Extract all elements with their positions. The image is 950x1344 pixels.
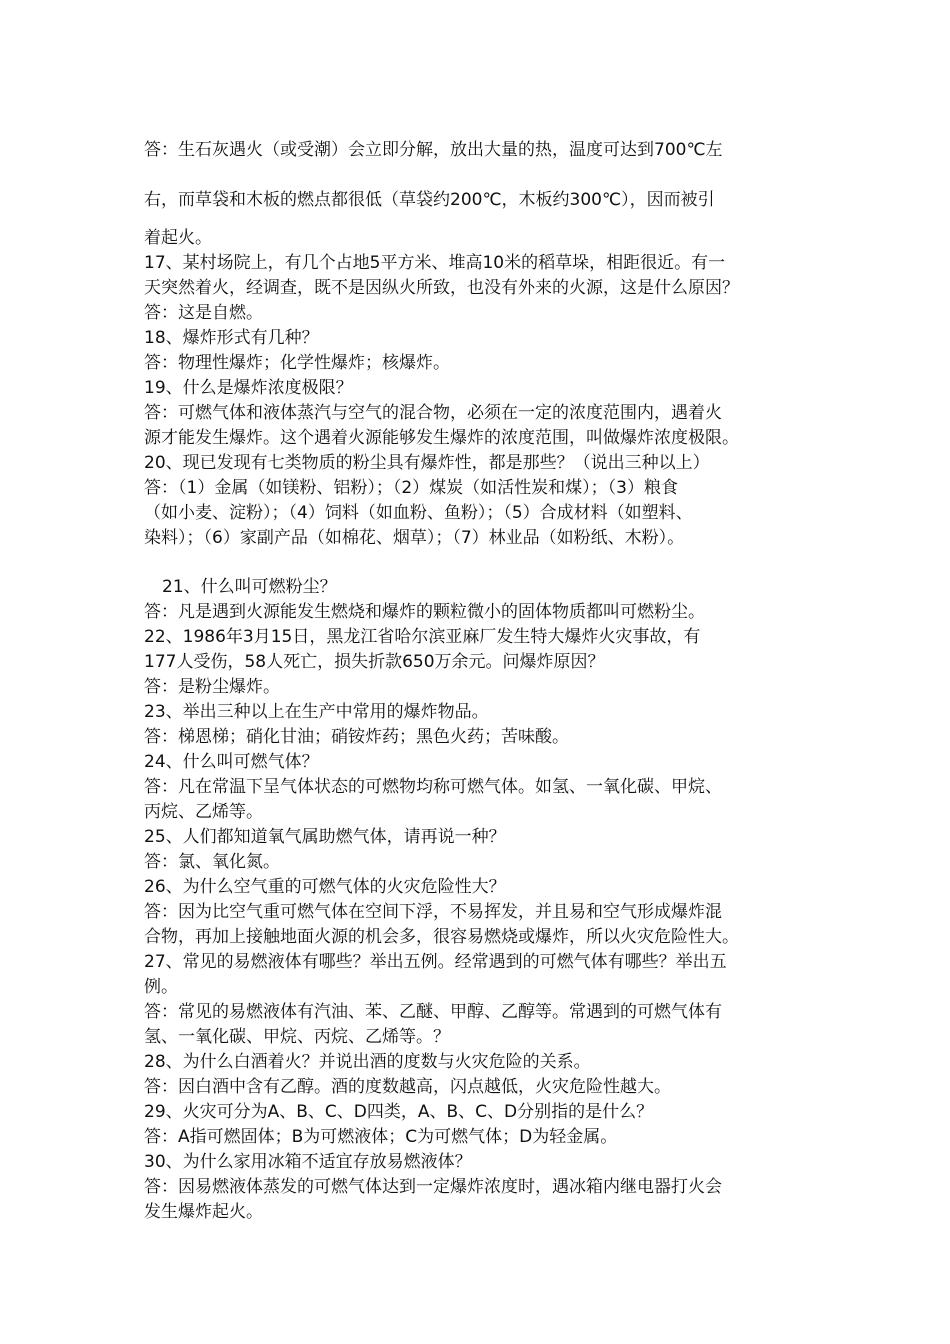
text-line: 19、什么是爆炸浓度极限？ [144,378,353,398]
text-line: 18、爆炸形式有几种？ [144,328,319,348]
text-line: 30、为什么家用冰箱不适宜存放易燃液体？ [144,1152,472,1172]
text-line: 答：凡在常温下呈气体状态的可燃物均称可燃气体。如氢、一氧化碳、甲烷、 [144,777,722,797]
text-line: 22、1986年3月15日，黑龙江省哈尔滨亚麻厂发生特大爆炸火灾事故，有 [144,627,701,647]
text-line: 21、什么叫可燃粉尘？ [162,577,337,597]
text-line: 答：因为比空气重可燃气体在空间下浮，不易挥发，并且易和空气形成爆炸混 [144,902,722,922]
text-line: 答：物理性爆炸；化学性爆炸；核爆炸。 [144,353,450,373]
text-line: 17、某村场院上，有几个占地5平方米、堆高10米的稻草垛，相距很近。有一 [144,253,726,273]
text-line: 发生爆炸起火。 [144,1202,263,1222]
text-line: 丙烷、乙烯等。 [144,802,263,822]
text-line: 答：（1）金属（如镁粉、铝粉）；（2）煤炭（如活性炭和煤）；（3）粮食 [144,478,678,498]
text-line: 答：A指可燃固体；B为可燃液体；C为可燃气体；D为轻金属。 [144,1127,618,1147]
text-line: 答：可燃气体和液体蒸汽与空气的混合物，必须在一定的浓度范围内，遇着火 [144,403,722,423]
text-line: 答：梯恩梯；硝化甘油；硝铵炸药；黑色火药；苦味酸。 [144,727,569,747]
text-line: 答：凡是遇到火源能发生燃烧和爆炸的颗粒微小的固体物质都叫可燃粉尘。 [144,602,705,622]
text-line: 29、火灾可分为A、B、C、D四类，A、B、C、D分别指的是什么？ [144,1102,654,1122]
text-line: 答：因易燃液体蒸发的可燃气体达到一定爆炸浓度时，遇冰箱内继电器打火会 [144,1177,722,1197]
text-line: 27、常见的易燃液体有哪些？举出五例。经常遇到的可燃气体有哪些？举出五 [144,952,727,972]
text-line: 答：因白酒中含有乙醇。酒的度数越高，闪点越低，火灾危险性越大。 [144,1077,671,1097]
text-line: （如小麦、淀粉）；（4）饲料（如血粉、鱼粉）；（5）合成材料（如塑料、 [144,503,693,523]
text-line: 24、什么叫可燃气体？ [144,752,319,772]
text-line: 20、现已发现有七类物质的粉尘具有爆炸性，都是那些？（说出三种以上） [144,453,710,473]
text-line: 染料）；（6）家副产品（如棉花、烟草）；（7）林业品（如粉纸、木粉）。 [144,528,685,548]
text-line: 答：这是自燃。 [144,303,263,323]
text-line: 答：是粉尘爆炸。 [144,677,280,697]
text-line: 177人受伤，58人死亡，损失折款650万余元。问爆炸原因？ [144,652,605,672]
text-line: 源才能发生爆炸。这个遇着火源能够发生爆炸的浓度范围，叫做爆炸浓度极限。 [144,428,739,448]
text-line: 25、人们都知道氧气属助燃气体，请再说一种？ [144,827,506,847]
text-line: 着起火。 [144,228,212,248]
text-line: 答：常见的易燃液体有汽油、苯、乙醚、甲醇、乙醇等。常遇到的可燃气体有 [144,1002,722,1022]
text-line: 28、为什么白酒着火？并说出酒的度数与火灾危险的关系。 [144,1052,591,1072]
text-line: 右，而草袋和木板的燃点都很低（草袋约200℃，木板约300℃），因而被引 [144,190,715,210]
text-line: 天突然着火，经调查，既不是因纵火所致，也没有外来的火源，这是什么原因？ [144,278,739,298]
text-line: 答：生石灰遇火（或受潮）会立即分解，放出大量的热，温度可达到700℃左 [144,140,723,160]
text-line: 合物，再加上接触地面火源的机会多，很容易燃烧或爆炸，所以火灾危险性大。 [144,927,739,947]
text-line: 26、为什么空气重的可燃气体的火灾危险性大？ [144,877,506,897]
text-line: 23、举出三种以上在生产中常用的爆炸物品。 [144,702,489,722]
text-line: 答：氯、氧化氮。 [144,852,280,872]
text-line: 例。 [144,977,178,997]
text-line: 氢、一氧化碳、甲烷、丙烷、乙烯等。？ [144,1027,450,1047]
